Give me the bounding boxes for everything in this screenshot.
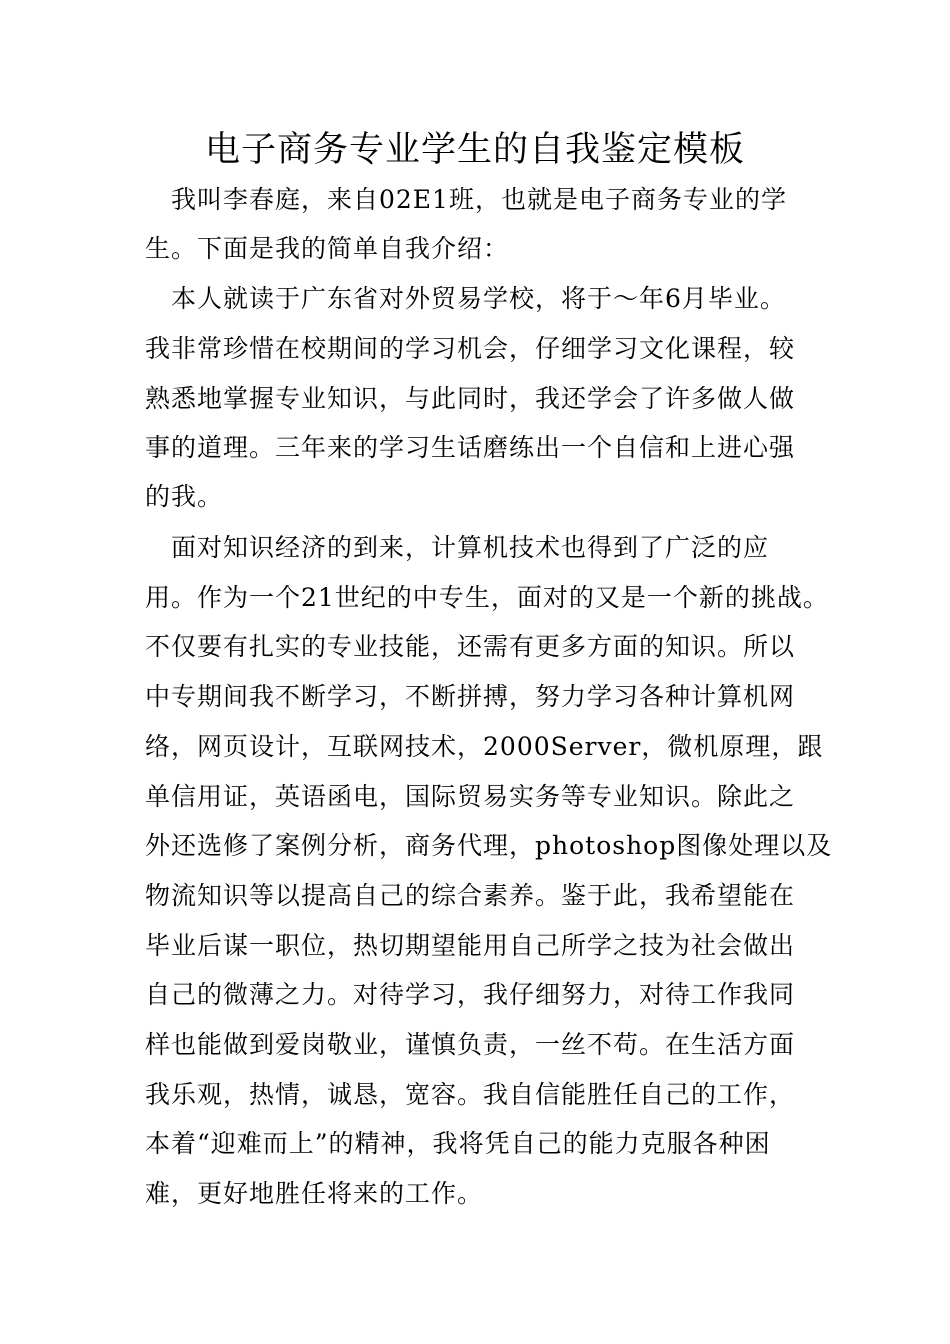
paragraph-line: 络，网页设计，互联网技术，2000Server，微机原理，跟 (145, 732, 824, 761)
paragraph-line: 熟悉地掌握专业知识，与此同时，我还学会了许多做人做 (145, 384, 796, 413)
paragraph-line: 物流知识等以提高自己的综合素养。鉴于此，我希望能在 (145, 881, 796, 910)
paragraph-line: 中专期间我不断学习，不断拼搏，努力学习各种计算机网 (145, 682, 796, 711)
paragraph-line: 事的道理。三年来的学习生话磨练出一个自信和上进心强 (145, 433, 796, 462)
paragraph-line: 样也能做到爱岗敬业，谨慎负责，一丝不苟。在生活方面 (145, 1030, 796, 1059)
paragraph-line: 难，更好地胜任将来的工作。 (145, 1179, 484, 1208)
paragraph-line: 单信用证，英语函电，国际贸易实务等专业知识。除此之 (145, 782, 796, 811)
paragraph-line: 本着“迎难而上”的精神，我将凭自己的能力克服各种困 (145, 1129, 771, 1158)
paragraph-line: 生。下面是我的简单自我介绍： (145, 234, 510, 263)
paragraph-line: 毕业后谋一职位，热切期望能用自己所学之技为社会做出 (145, 931, 796, 960)
paragraph-line: 的我。 (145, 482, 224, 511)
paragraph-line: 用。作为一个21世纪的中专生，面对的又是一个新的挑战。 (145, 583, 829, 612)
paragraph-line: 面对知识经济的到来，计算机技术也得到了广泛的应 (145, 533, 770, 562)
paragraph-line: 自己的微薄之力。对待学习，我仔细努力，对待工作我同 (145, 980, 796, 1009)
paragraph-line: 我非常珍惜在校期间的学习机会，仔细学习文化课程，较 (145, 334, 796, 363)
paragraph-line: 外还选修了案例分析，商务代理，photoshop图像处理以及 (145, 831, 833, 860)
paragraph-line: 本人就读于广东省对外贸易学校，将于～年6月毕业。 (145, 284, 786, 313)
paragraph-line: 我乐观，热情，诚恳，宽容。我自信能胜任自己的工作， (145, 1080, 796, 1109)
paragraph-line: 不仅要有扎实的专业技能，还需有更多方面的知识。所以 (145, 632, 796, 661)
paragraph-line: 我叫李春庭，来自02E1班，也就是电子商务专业的学 (145, 185, 787, 214)
document-title: 电子商务专业学生的自我鉴定模板 (204, 130, 745, 170)
